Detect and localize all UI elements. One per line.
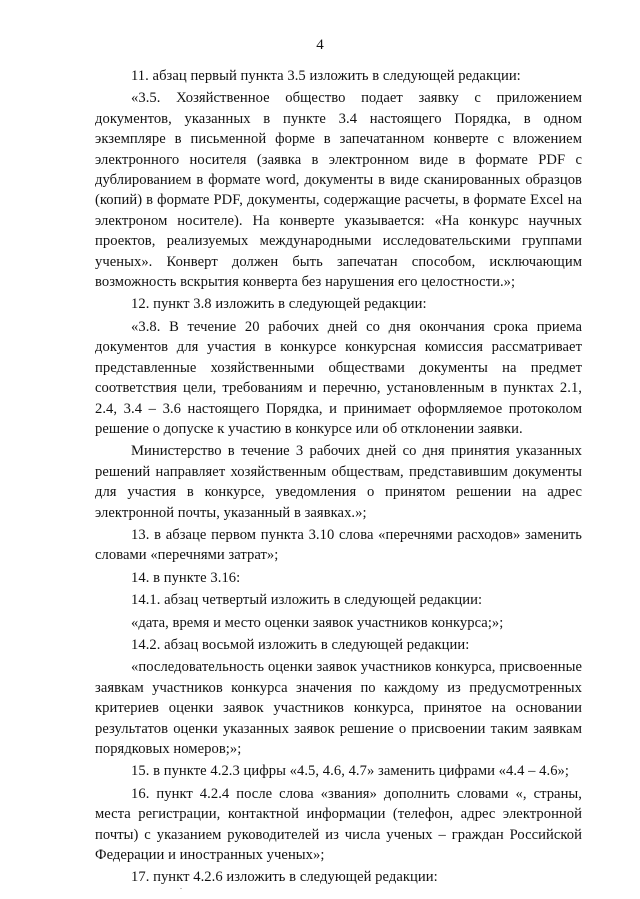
paragraph-ministry-notice: Министерство в течение 3 рабочих дней со дня принятия указанных решений направляет хозяйственным обществам, представившим документы для участия в конкурсе, уведомления о принятом решении на адрес электронной почты, указанный в заявках.»; [95, 443, 582, 521]
paragraph-item-12: 12. пункт 3.8 изложить в следующей редакции: [131, 296, 427, 313]
paragraph-item-11: 11. абзац первый пункта 3.5 изложить в следующей редакции: [131, 68, 521, 84]
paragraph-item-14-1: 14.1. абзац четвертый изложить в следующей редакции: [131, 592, 483, 609]
paragraph-quote-3-8: «3.8. В течение 20 рабочих дней со дня окончания срока приема документов для участия в конкурсе конкурсная комиссия рассматривает представленные хозяйственными обществами документы на предмет соответствия цели, требованиям и перечню, установленным в пунктах 2.1, 2.4, 3.4 – 3.6 настоящего Порядка, и принимает оформляемое протоколом решение о допуске к участию в конкурсе или об отклонении заявки. [95, 318, 582, 437]
paragraph-item-16: 16. пункт 4.2.4 после слова «звания» дополнить словами «, страны, места регистрации, контактной информации (телефон, адрес электронной почты) с указанием руководителей из числа ученых – граждан Российской Федерации и иностранных ученых»; [95, 785, 582, 864]
paragraph-item-14-2: 14.2. абзац восьмой изложить в следующей редакции: [131, 636, 470, 653]
paragraph-quote-3-5: «3.5. Хозяйственное общество подает заявку с приложением документов, указанных в пункте 3.4 настоящего Порядка, в одном экземпляре в письменной форме в запечатанном конверте с вложением электронного носителя (заявка в электронном виде в формате PDF с дублированием в формате word, документы в виде сканированных образцов (копий) в формате PDF, документы, содержащие расчеты, в формате Excel на электроном носителе). На конверте указывается: «На конкурс научных проектов, реализуемых международными исследовательскими группами ученых». Конверт должен быть запечатан способом, исключающим возможность вскрытия конверта без нарушения его целостности.»; [95, 90, 582, 291]
scan-artifact [180, 888, 182, 889]
document-body [95, 66, 582, 888]
page-number: 4 [316, 37, 324, 53]
paragraph-quote-sequence: «последовательность оценки заявок участников конкурса, присвоенные заявкам участников конкурса значения по каждому из предусмотренных критериев оценки заявок участников конкурса, принятое на основании результатов оценки указанных заявок решение о присвоении таким заявкам порядковых номеров;»; [95, 659, 582, 757]
paragraph-item-13: 13. в абзаце первом пункта 3.10 слова «перечнями расходов» заменить словами «перечнями затрат»; [95, 526, 582, 564]
paragraph-quote-date-time: «дата, время и место оценки заявок участников конкурса;»; [131, 614, 504, 631]
paragraph-item-17: 17. пункт 4.2.6 изложить в следующей редакции: [131, 869, 438, 886]
paragraph-item-15: 15. в пункте 4.2.3 цифры «4.5, 4.6, 4.7» заменить цифрами «4.4 – 4.6»; [131, 763, 569, 780]
paragraph-item-14: 14. в пункте 3.16: [131, 569, 241, 586]
